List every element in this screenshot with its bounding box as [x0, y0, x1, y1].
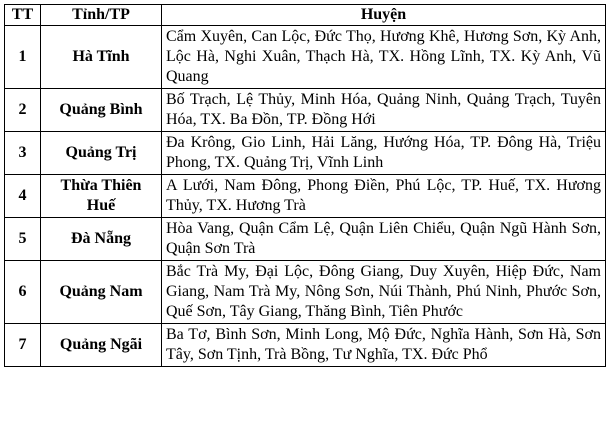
district-list: A Lưới, Nam Đông, Phong Điền, Phú Lộc, TP. Huế, TX. Hương Thủy, TX. Hương Trà — [162, 175, 606, 218]
row-number: 4 — [5, 175, 41, 218]
province-name: Quảng Bình — [41, 89, 162, 132]
header-districts: Huyện — [162, 5, 606, 26]
table-row — [5, 175, 606, 218]
province-name: Đà Nẵng — [41, 218, 162, 261]
header-province: Tỉnh/TP — [41, 5, 162, 26]
table-row — [5, 26, 606, 89]
province-name: Thừa Thiên Huế — [41, 175, 162, 218]
district-list: Đa Krông, Gio Linh, Hải Lăng, Hướng Hóa, TP. Đông Hà, Triệu Phong, TX. Quảng Trị, Vĩnh Linh — [162, 132, 606, 175]
row-number: 3 — [5, 132, 41, 175]
district-list: Ba Tơ, Bình Sơn, Minh Long, Mộ Đức, Nghĩa Hành, Sơn Hà, Sơn Tây, Sơn Tịnh, Trà Bồng, Tư Nghĩa, TX. Đức Phổ — [162, 324, 606, 367]
table-row — [5, 261, 606, 324]
district-list: Cẩm Xuyên, Can Lộc, Đức Thọ, Hương Khê, Hương Sơn, Kỳ Anh, Lộc Hà, Nghi Xuân, Thạch Hà, TX. Hồng Lĩnh, TX. Kỳ Anh, Vũ Quang — [162, 26, 606, 89]
district-list: Bố Trạch, Lệ Thủy, Minh Hóa, Quảng Ninh, Quảng Trạch, Tuyên Hóa, TX. Ba Đồn, TP. Đồng Hới — [162, 89, 606, 132]
row-number: 5 — [5, 218, 41, 261]
table-row — [5, 89, 606, 132]
district-list: Hòa Vang, Quận Cẩm Lệ, Quận Liên Chiểu, Quận Ngũ Hành Sơn, Quận Sơn Trà — [162, 218, 606, 261]
province-district-table — [4, 4, 606, 367]
table-row — [5, 132, 606, 175]
header-tt: TT — [5, 5, 41, 26]
row-number: 6 — [5, 261, 41, 324]
table-row — [5, 324, 606, 367]
district-list: Bắc Trà My, Đại Lộc, Đông Giang, Duy Xuyên, Hiệp Đức, Nam Giang, Nam Trà My, Nông Sơn, Núi Thành, Phú Ninh, Phước Sơn, Quế Sơn, Tây Giang, Thăng Bình, Tiên Phước — [162, 261, 606, 324]
row-number: 2 — [5, 89, 41, 132]
row-number: 1 — [5, 26, 41, 89]
province-name: Quảng Nam — [41, 261, 162, 324]
province-name: Quảng Trị — [41, 132, 162, 175]
province-name: Hà Tĩnh — [41, 26, 162, 89]
row-number: 7 — [5, 324, 41, 367]
table-header-row — [5, 5, 606, 26]
province-name: Quảng Ngãi — [41, 324, 162, 367]
table-row — [5, 218, 606, 261]
